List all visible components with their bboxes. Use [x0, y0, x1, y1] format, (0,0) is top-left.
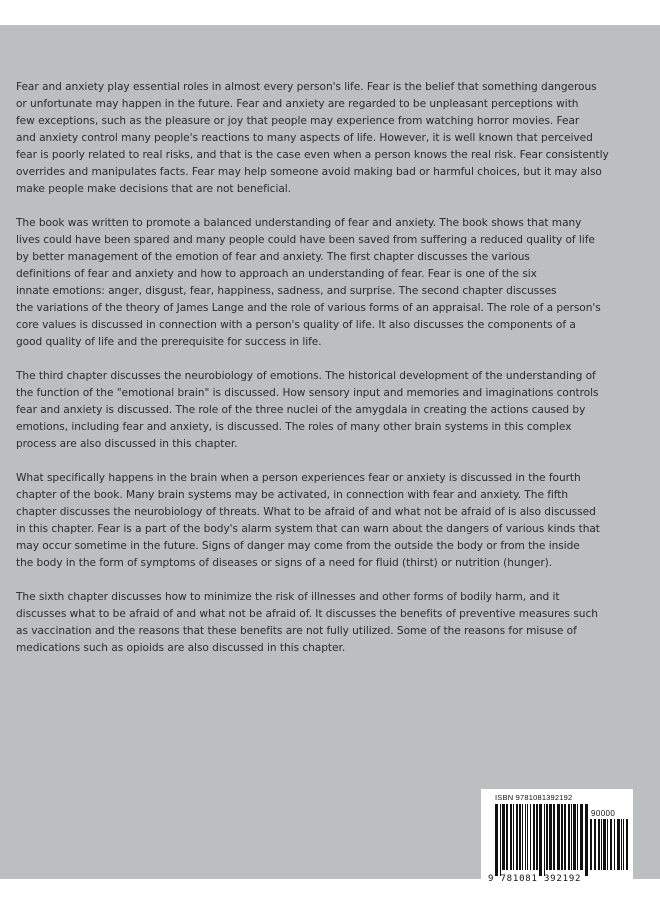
barcode-bar [603, 819, 606, 870]
barcode-digits: 9 781081 392192 [488, 874, 582, 884]
isbn-label: ISBN 9781081392192 [495, 793, 573, 802]
barcode-bar [546, 804, 548, 870]
barcode-bar [549, 804, 552, 870]
paragraph-book-purpose: The book was written to promote a balanced understanding of fear and anxiety. The book shows that many lives could have been spared and many people could have been saved from suffering a reduced quality of life by better management of the emotion of fear and anxiety. The first chapter discusses the various definitions of fear and anxiety and how to approach an understanding of fear. Fear is one of the six innate emotions: anger, disgust, fear, happiness, sadness, and surprise. The second chapter discusses the variations of the theory of James Lange and the role of various forms of an appraisal. The role of a person's core values is discussed in connection with a person's quality of life. It also discusses the components of a good quality of life and the prerequisite for success in life. [16, 217, 601, 348]
barcode-bar [513, 804, 514, 870]
barcode-bar [553, 804, 555, 870]
barcode-bar [621, 819, 622, 870]
barcode-bar [564, 804, 566, 870]
barcode-bar [590, 819, 592, 870]
isbn-barcode [481, 789, 633, 889]
paragraph-intro: Fear and anxiety play essential roles in almost every person's life. Fear is the belief that something dangerous or unfortunate may happen in the future. Fear and anxiety are regarded to be unpleasant perceptions with few exceptions, such as the pleasure or joy that people may experience from watching horror movies. Fear and anxiety control many people's reactions to many aspects of life. However, it is well known that perceived fear is poorly related to real risks, and that is the case even when a person knows the real risk. Fear consistently overrides and manipulates facts. Fear may help someone avoid making bad or harmful choices, but it may also make people make decisions that are not beneficial. [16, 81, 609, 195]
barcode-bar [561, 804, 563, 870]
blurb-text [16, 79, 638, 674]
barcode-bar [502, 804, 505, 870]
barcode-bar [607, 819, 608, 870]
barcode-bar [568, 804, 570, 870]
barcode-bar [539, 804, 542, 876]
barcode-bar [580, 804, 583, 870]
addon-barcode-bars [590, 819, 628, 876]
paragraph-sixth-chapter: The sixth chapter discusses how to minimize the risk of illnesses and other forms of bodily harm, and it discusses what to be afraid of and what not be afraid of. It discusses the benefits of preventive measures such as vaccination and the reasons that these benefits are not fully utilized. Some of the reasons for misuse of medications such as opioids are also discussed in this chapter. [16, 591, 598, 654]
barcode-bar [617, 819, 620, 870]
barcode-bar [536, 804, 538, 870]
barcode-bar [610, 819, 612, 870]
barcode-bar [623, 819, 624, 870]
barcode-bar [557, 804, 560, 870]
barcode-bar [598, 819, 600, 870]
barcode-bar [594, 819, 596, 870]
barcode-bar [522, 804, 523, 870]
barcode-bar [500, 804, 501, 876]
barcode-bar [527, 804, 528, 870]
barcode-bar [530, 804, 531, 870]
price-code: 90000 [591, 809, 616, 818]
barcode-bar [519, 804, 521, 870]
barcode-bar [573, 804, 576, 870]
back-cover [0, 25, 660, 884]
barcode-bar [601, 819, 602, 870]
barcode-bar [577, 804, 578, 870]
barcode-bar [516, 804, 518, 870]
barcode-bar [626, 819, 628, 870]
barcode-bar [510, 804, 512, 870]
barcode-bar [533, 804, 535, 870]
barcode-bar [506, 804, 508, 870]
barcode-bar [525, 804, 526, 870]
barcode-bar [495, 804, 498, 876]
barcode-bar [585, 804, 588, 876]
barcode-bars [495, 804, 588, 876]
barcode-bar [544, 804, 545, 876]
paragraph-fourth-fifth-chapter: What specifically happens in the brain when a person experiences fear or anxiety is discussed in the fourth chapter of the book. Many brain systems may be activated, in connection with fear and anxiety. The fifth chapter discusses the neurobiology of threats. What to be afraid of and what not be afraid of is also discussed in this chapter. Fear is a part of the body's alarm system that can warn about the dangers of various kinds that may occur sometime in the future. Signs of danger may come from the outside the body or from the inside the body in the form of symptoms of diseases or signs of a need for fluid (thirst) or nutrition (hunger). [16, 472, 600, 569]
barcode-bar [571, 804, 572, 870]
barcode-bar [614, 819, 615, 870]
paragraph-third-chapter: The third chapter discusses the neurobiology of emotions. The historical development of the understanding of the function of the "emotional brain" is discussed. How sensory input and memories and imaginations controls fear and anxiety is discussed. The role of the three nuclei of the amygdala in creating the actions caused by emotions, including fear and anxiety, is discussed. The roles of many other brain systems in this complex process are also discussed in this chapter. [16, 370, 599, 450]
